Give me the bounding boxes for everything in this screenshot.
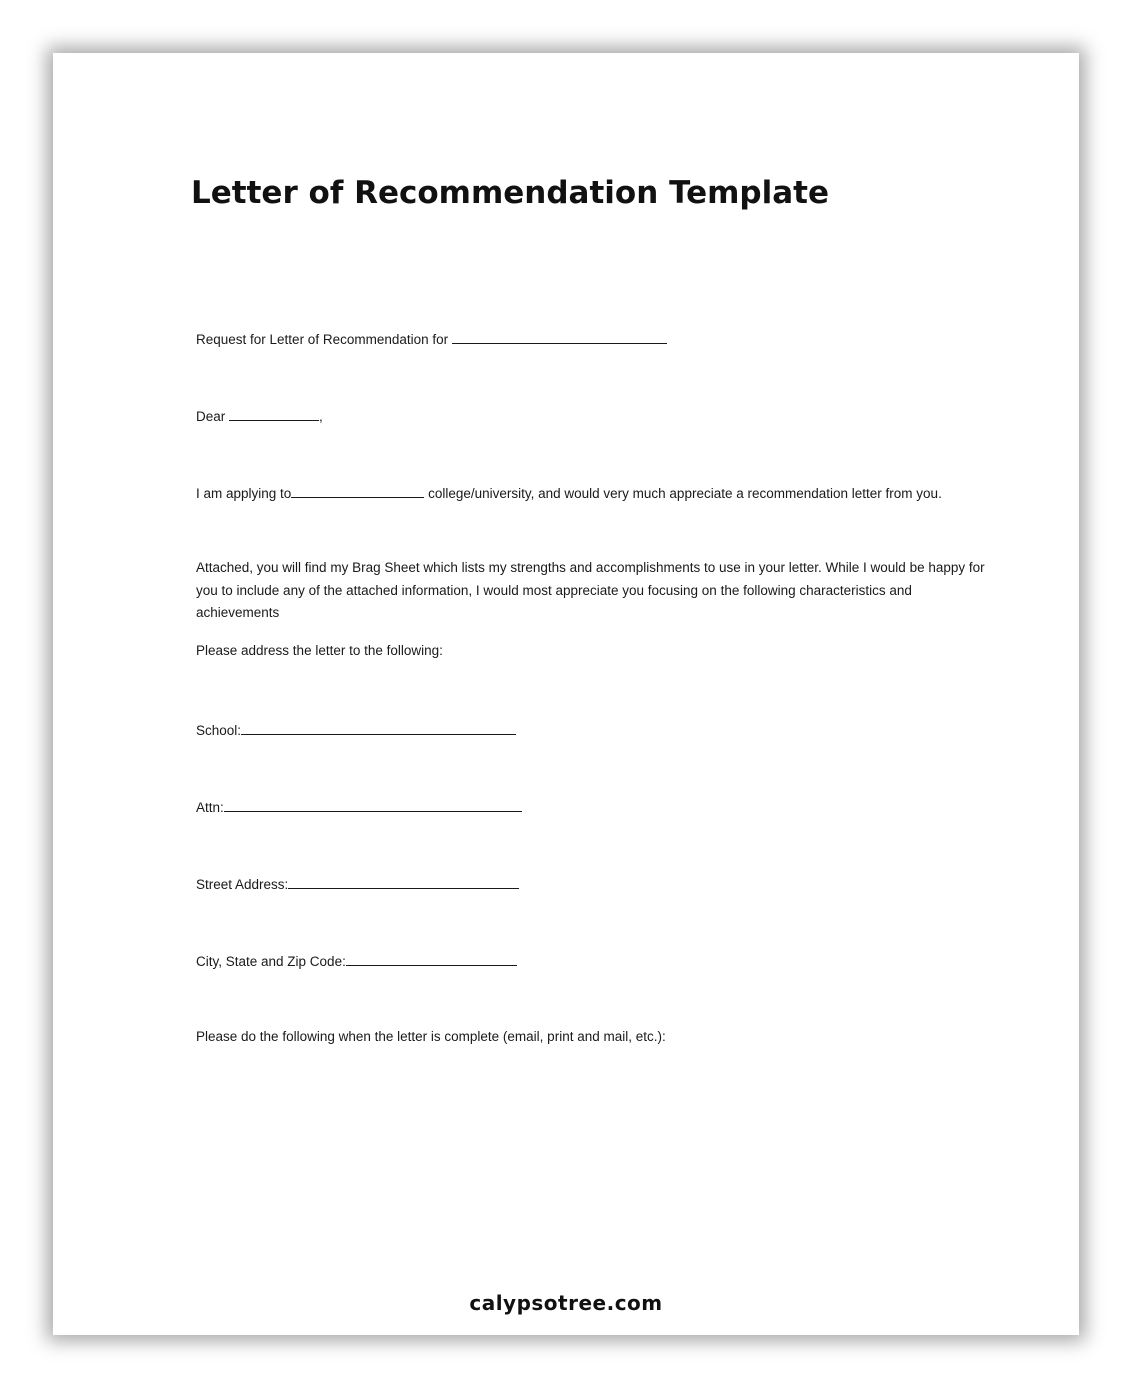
greeting-label: Dear [196, 409, 230, 424]
college-blank[interactable] [291, 484, 424, 498]
completion-line: Please do the following when the letter is complete (email, print and mail, etc.): [196, 1029, 666, 1044]
greeting-comma: , [319, 409, 323, 424]
request-line [196, 330, 667, 347]
attn-field [196, 798, 522, 815]
city-label: City, State and Zip Code: [196, 954, 346, 969]
greeting-line [196, 407, 323, 424]
applying-line [196, 484, 942, 501]
street-field [196, 875, 519, 892]
city-field [196, 952, 517, 969]
school-blank[interactable] [241, 721, 516, 735]
attn-blank[interactable] [224, 798, 522, 812]
applying-text: college/university, and would very much appreciate a recommendation letter from you. [424, 486, 942, 501]
attached-paragraph: Attached, you will find my Brag Sheet which lists my strengths and accomplishments to use in your letter. While I would be happy for you to include any of the attached information, I would most appreciate you focusing on the following characteristics and achievements [196, 560, 985, 620]
watermark: calypsotree.com [469, 1291, 663, 1315]
recipient-blank[interactable] [452, 330, 667, 344]
address-intro: Please address the letter to the following: [196, 643, 443, 658]
street-blank[interactable] [288, 875, 519, 889]
school-field [196, 721, 516, 738]
school-label: School: [196, 723, 242, 738]
applying-label: I am applying to [196, 486, 292, 501]
document-page [53, 53, 1079, 1335]
page-title: Letter of Recommendation Template [191, 175, 830, 211]
attn-label: Attn: [196, 800, 224, 815]
city-blank[interactable] [346, 952, 517, 966]
street-label: Street Address: [196, 877, 289, 892]
request-label: Request for Letter of Recommendation for [196, 332, 452, 347]
greeting-name-blank[interactable] [229, 407, 319, 421]
